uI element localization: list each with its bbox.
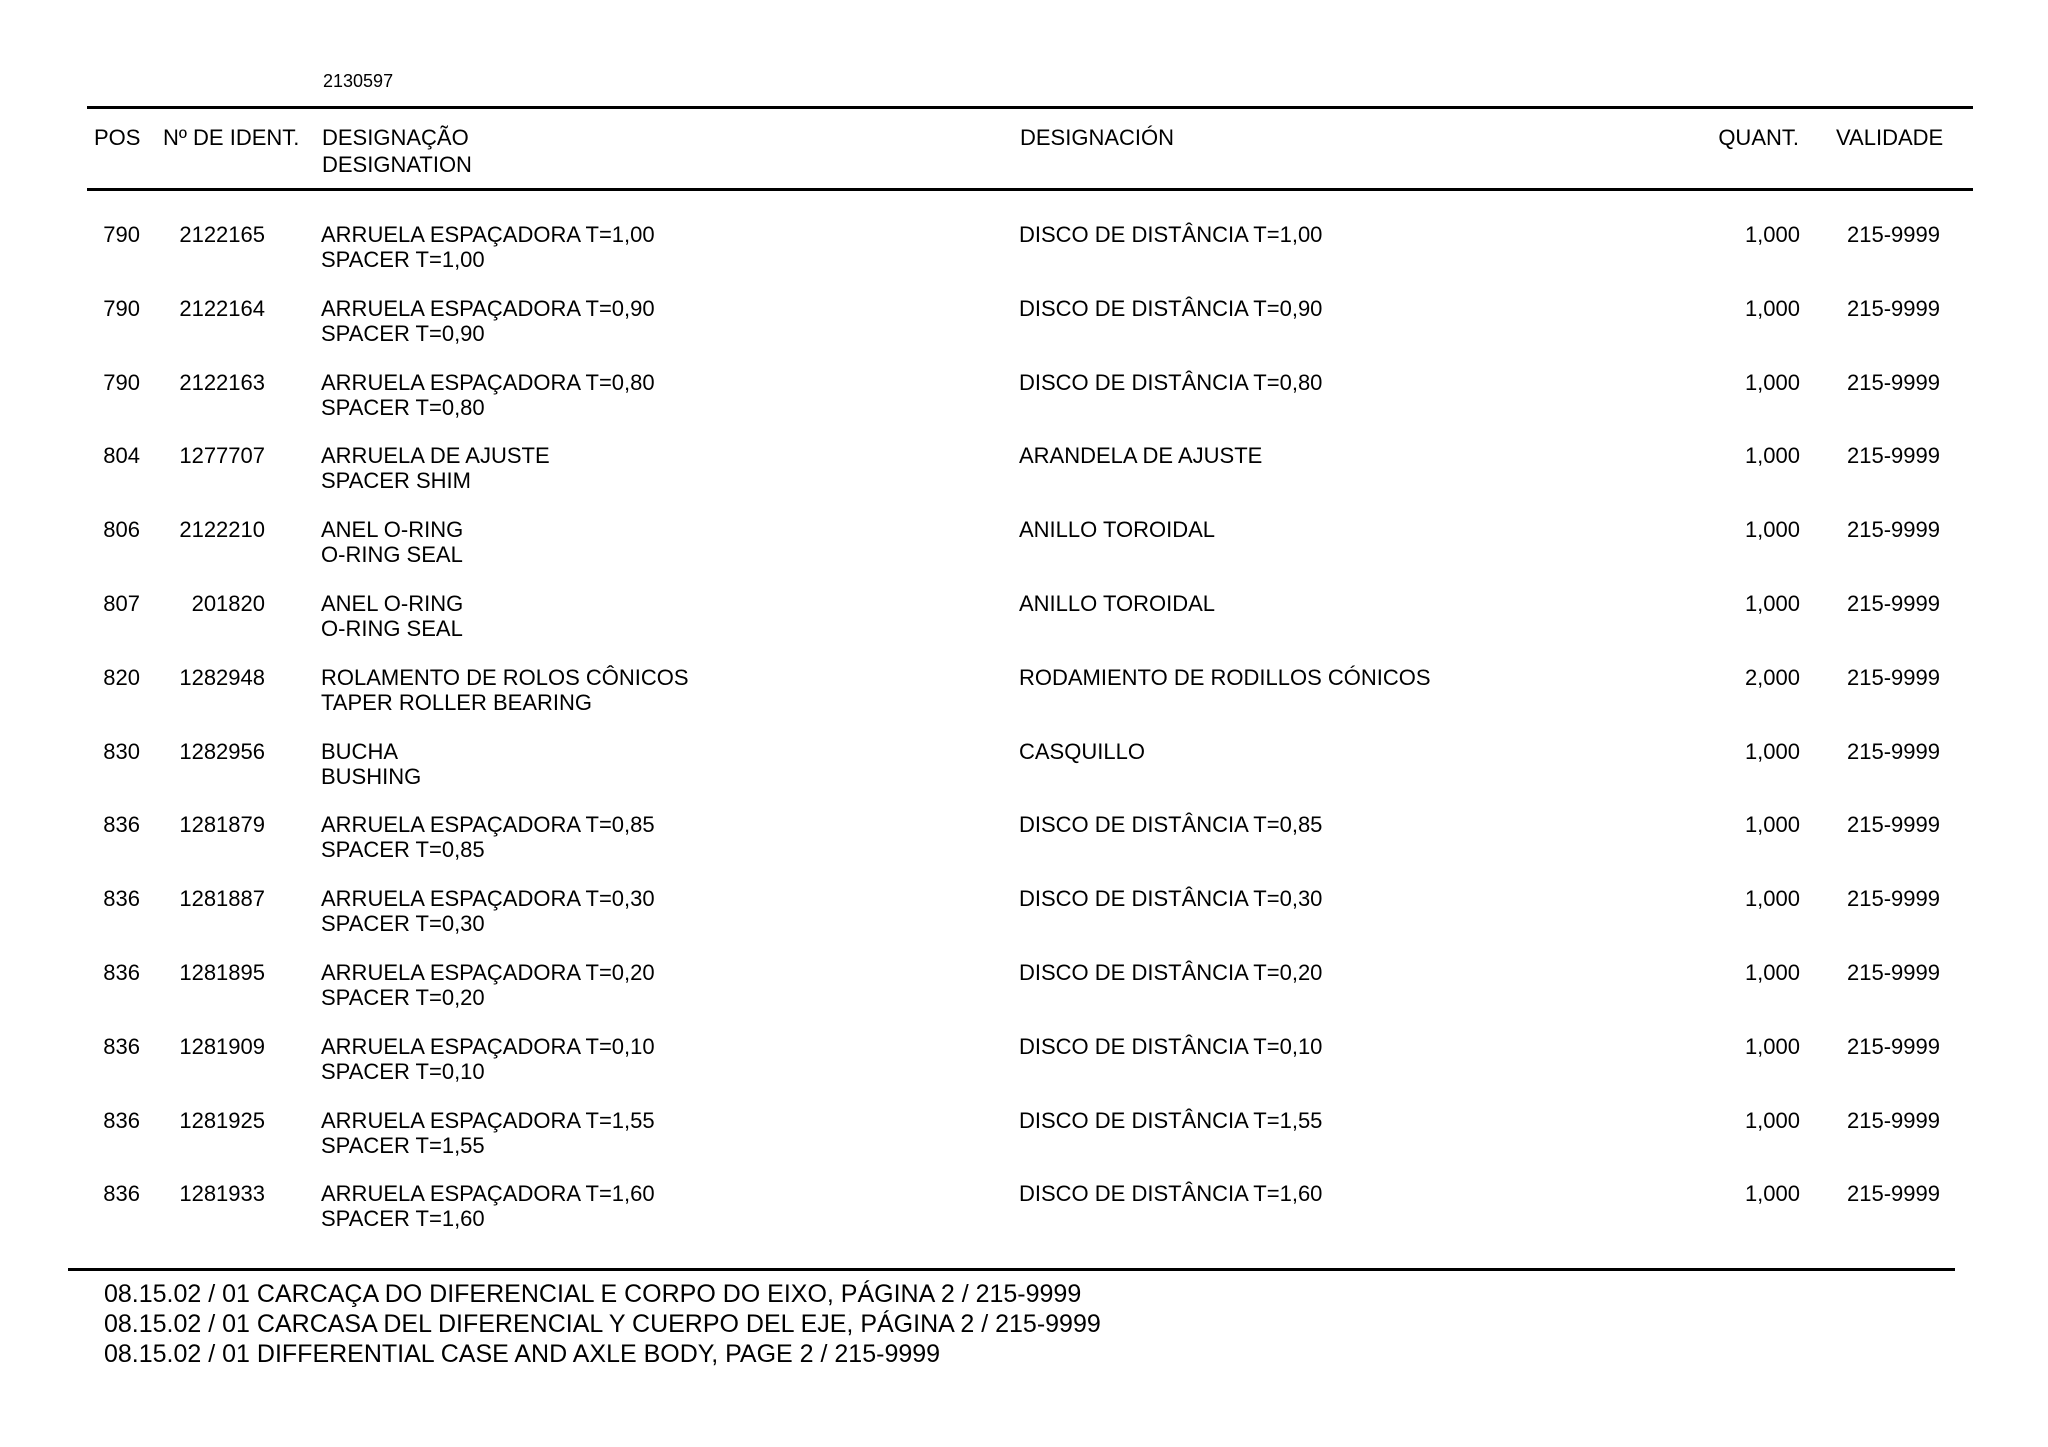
row-pos: 806 [103,517,140,543]
table-row [0,812,2048,886]
row-quant: 1,000 [1744,1181,1800,1207]
row-designation-en: SPACER T=0,90 [321,320,485,346]
row-designation-en: SPACER T=0,85 [321,837,485,863]
row-designation-en: SPACER T=1,00 [321,247,485,272]
table-row [0,1181,2048,1255]
row-quant: 2,000 [1744,664,1800,690]
row-pos: 836 [103,1033,140,1059]
header-top-rule [87,106,1973,109]
row-quant: 1,000 [1744,738,1800,764]
row-ident: 1281933 [179,1181,265,1207]
row-ident: 1277707 [179,443,265,469]
column-header-validade: VALIDADE [1836,125,1944,150]
row-designation-en: O-RING SEAL [321,615,463,641]
row-ident: 201820 [191,590,265,616]
row-ident: 1281879 [179,812,265,838]
row-validade: 215-9999 [1847,443,1940,469]
row-designation-en: TAPER ROLLER BEARING [321,689,592,715]
table-row [0,296,2048,370]
row-designacao-pt: ARRUELA ESPAÇADORA T=0,20 [321,959,655,985]
footer-line-es: 08.15.02 / 01 CARCASA DEL DIFERENCIAL Y CUERPO DEL EJE, PÁGINA 2 / 215-9999 [104,1310,1101,1338]
row-designation [321,517,463,567]
row-validade: 215-9999 [1847,1181,1940,1207]
table-row [0,443,2048,517]
row-quant: 1,000 [1744,1107,1800,1133]
row-pos: 836 [103,1181,140,1207]
header-bottom-rule [87,188,1973,191]
column-header-designacao: DESIGNAÇÃO [322,125,469,150]
row-pos: 790 [103,222,140,247]
row-validade: 215-9999 [1847,295,1940,321]
row-designacao-pt: ARRUELA ESPAÇADORA T=0,85 [321,812,655,838]
footer-line-pt: 08.15.02 / 01 CARCAÇA DO DIFERENCIAL E CORPO DO EIXO, PÁGINA 2 / 215-9999 [104,1280,1082,1308]
table-row [0,591,2048,665]
row-quant: 1,000 [1744,886,1800,912]
row-ident: 1281895 [179,959,265,985]
row-validade: 215-9999 [1847,1033,1940,1059]
row-validade: 215-9999 [1847,959,1940,985]
row-designacion: DISCO DE DISTÂNCIA T=1,55 [1019,1107,1323,1133]
row-ident: 2122210 [179,517,265,543]
row-quant: 1,000 [1744,443,1800,469]
row-pos: 790 [103,369,140,395]
row-designacao-pt: ARRUELA ESPAÇADORA T=1,00 [321,222,655,247]
row-designation [321,812,655,862]
row-validade: 215-9999 [1847,222,1940,247]
row-quant: 1,000 [1744,295,1800,321]
row-designacao-pt: ARRUELA ESPAÇADORA T=0,90 [321,295,655,321]
row-validade: 215-9999 [1847,738,1940,764]
column-header-designation [322,124,472,178]
row-pos: 804 [103,443,140,469]
row-ident: 1281909 [179,1033,265,1059]
row-designacion: DISCO DE DISTÂNCIA T=1,60 [1019,1181,1323,1207]
row-pos: 836 [103,1107,140,1133]
document-number: 2130597 [323,71,394,91]
row-quant: 1,000 [1744,812,1800,838]
row-designation [321,1034,655,1084]
row-designacion: DISCO DE DISTÂNCIA T=0,20 [1019,959,1323,985]
row-validade: 215-9999 [1847,590,1940,616]
row-pos: 836 [103,959,140,985]
table-row [0,1034,2048,1108]
row-designacion: DISCO DE DISTÂNCIA T=0,80 [1019,369,1323,395]
row-ident: 1281925 [179,1107,265,1133]
row-designation [321,739,421,789]
row-designacion: ANILLO TOROIDAL [1019,590,1216,616]
table-row [0,370,2048,444]
row-designation [321,886,655,936]
row-designation-en: BUSHING [321,763,422,789]
table-row [0,1108,2048,1182]
row-designation [321,370,655,420]
row-designation-en: SPACER SHIM [321,468,471,494]
row-ident: 1282948 [179,664,265,690]
row-pos: 807 [103,590,140,616]
row-designacion: DISCO DE DISTÂNCIA T=0,85 [1019,812,1323,838]
row-quant: 1,000 [1744,590,1800,616]
row-designation [321,591,463,641]
table-row [0,665,2048,739]
table-row [0,960,2048,1034]
row-designacao-pt: ARRUELA ESPAÇADORA T=1,55 [321,1107,655,1133]
column-header-designacion: DESIGNACIÓN [1020,125,1175,150]
row-designacion: CASQUILLO [1019,738,1145,764]
parts-table [0,222,2048,1255]
row-designation-en: SPACER T=0,10 [321,1058,485,1084]
table-row [0,886,2048,960]
row-designation [321,1108,655,1158]
row-validade: 215-9999 [1847,369,1940,395]
row-designation-en: SPACER T=1,60 [321,1206,485,1232]
row-designacion: DISCO DE DISTÂNCIA T=1,00 [1019,222,1323,247]
row-designacion: DISCO DE DISTÂNCIA T=0,10 [1019,1033,1323,1059]
row-designation-en: SPACER T=0,80 [321,394,485,420]
row-pos: 820 [103,664,140,690]
row-designacion: RODAMIENTO DE RODILLOS CÓNICOS [1019,664,1431,690]
row-designacao-pt: ARRUELA ESPAÇADORA T=1,60 [321,1181,655,1207]
row-quant: 1,000 [1744,369,1800,395]
row-validade: 215-9999 [1847,812,1940,838]
row-designacao-pt: ANEL O-RING [321,517,464,543]
table-row [0,517,2048,591]
table-row [0,739,2048,813]
row-designation [321,665,689,715]
row-designacion: ARANDELA DE AJUSTE [1019,443,1263,469]
row-quant: 1,000 [1744,222,1800,247]
row-quant: 1,000 [1744,517,1800,543]
row-designacao-pt: ANEL O-RING [321,590,464,616]
row-designacion: ANILLO TOROIDAL [1019,517,1216,543]
row-designation-en: SPACER T=0,30 [321,911,485,937]
row-pos: 830 [103,738,140,764]
row-designation-en: O-RING SEAL [321,542,463,568]
row-designation [321,222,655,272]
row-designacao-pt: ROLAMENTO DE ROLOS CÔNICOS [321,664,689,690]
row-designation [321,1181,655,1231]
footer [104,1279,1101,1369]
row-designacao-pt: ARRUELA ESPAÇADORA T=0,30 [321,886,655,912]
row-pos: 790 [103,295,140,321]
row-designacao-pt: BUCHA [321,738,399,764]
column-header-quant: QUANT. [1718,125,1799,150]
column-header-ident: Nº DE IDENT. [163,125,300,150]
row-quant: 1,000 [1744,1033,1800,1059]
row-validade: 215-9999 [1847,886,1940,912]
row-designacion: DISCO DE DISTÂNCIA T=0,30 [1019,886,1323,912]
row-designation [321,443,550,493]
row-ident: 1282956 [179,738,265,764]
column-header-pos: POS [94,125,141,150]
row-designation-en: SPACER T=1,55 [321,1132,485,1158]
row-ident: 2122164 [179,295,265,321]
row-validade: 215-9999 [1847,517,1940,543]
row-designation-en: SPACER T=0,20 [321,984,485,1010]
row-pos: 836 [103,812,140,838]
row-designation [321,960,655,1010]
row-designacion: DISCO DE DISTÂNCIA T=0,90 [1019,295,1323,321]
table-row [0,222,2048,296]
row-validade: 215-9999 [1847,1107,1940,1133]
footer-line-en: 08.15.02 / 01 DIFFERENTIAL CASE AND AXLE BODY, PAGE 2 / 215-9999 [104,1340,941,1368]
row-designacao-pt: ARRUELA ESPAÇADORA T=0,80 [321,369,655,395]
row-designacao-pt: ARRUELA ESPAÇADORA T=0,10 [321,1033,655,1059]
footer-rule [68,1268,1955,1271]
row-quant: 1,000 [1744,959,1800,985]
row-ident: 2122163 [179,369,265,395]
row-pos: 836 [103,886,140,912]
row-designation [321,296,655,346]
row-validade: 215-9999 [1847,664,1940,690]
column-header-designation-en: DESIGNATION [322,152,472,177]
row-ident: 1281887 [179,886,265,912]
row-ident: 2122165 [179,222,265,247]
row-designacao-pt: ARRUELA DE AJUSTE [321,443,550,469]
